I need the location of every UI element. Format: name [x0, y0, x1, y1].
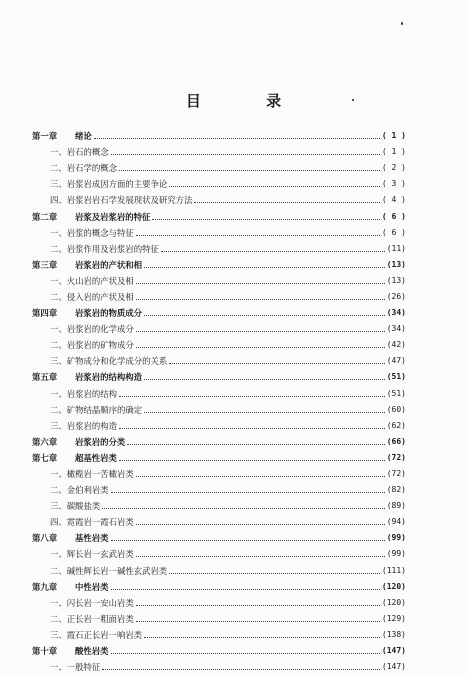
toc-chapter-entry — [32, 530, 406, 546]
toc-section-entry — [32, 225, 406, 241]
dot-leader — [136, 476, 385, 477]
toc-section-entry — [32, 563, 406, 579]
toc-section-entry — [32, 337, 406, 353]
entry-number: 第八章 — [32, 533, 58, 544]
entry-number: 四、 — [50, 195, 67, 206]
entry-page-number: (111) — [381, 565, 406, 575]
entry-page-number: (66) — [386, 436, 406, 446]
dot-leader — [111, 540, 385, 541]
entry-page-number: (34) — [386, 324, 406, 334]
toc-section-entry — [32, 498, 406, 514]
entry-title: 岩浆的概念与特征 — [66, 227, 134, 238]
toc-chapter-entry — [32, 208, 406, 224]
entry-number: 第十章 — [32, 646, 58, 657]
entry-title: 超基性岩类 — [75, 452, 117, 463]
entry-number: 第六章 — [32, 436, 58, 447]
dot-leader — [144, 267, 385, 268]
entry-page-number: (51) — [386, 372, 406, 382]
toc-section-entry — [32, 192, 406, 208]
entry-number: 三、 — [50, 420, 67, 431]
entry-page-number: ( 3 ) — [381, 179, 406, 189]
entry-title: 岩浆岩的分类 — [75, 436, 126, 447]
entry-number: 第五章 — [32, 372, 58, 383]
entry-title: 矿物结晶顺序的确定 — [66, 404, 143, 415]
entry-number: 第一章 — [32, 131, 58, 142]
entry-page-number: (129) — [381, 613, 406, 623]
scan-speck — [401, 22, 403, 25]
entry-page-number: (72) — [386, 452, 406, 462]
toc-section-entry — [32, 402, 406, 418]
toc-section-entry — [32, 595, 406, 611]
toc-chapter-entry — [32, 369, 406, 385]
entry-page-number: (147) — [381, 646, 406, 656]
entry-title: 酸性岩类 — [75, 646, 109, 657]
toc-chapter-entry — [32, 305, 406, 321]
entry-page-number: (138) — [381, 629, 406, 639]
dot-leader — [111, 589, 380, 590]
entry-title: 岩浆岩的物质成分 — [75, 308, 142, 319]
entry-page-number: (42) — [386, 340, 406, 350]
entry-title: 基性岩类 — [75, 533, 109, 544]
entry-number: 一、 — [50, 597, 67, 608]
entry-number: 第三章 — [32, 259, 58, 270]
entry-number: 一、 — [50, 549, 67, 560]
dot-leader — [136, 556, 385, 557]
entry-page-number: (99) — [386, 533, 406, 543]
entry-page-number: (94) — [386, 517, 406, 527]
toc-section-entry — [32, 466, 406, 482]
entry-title: 岩浆岩的结构构造 — [75, 372, 142, 383]
toc-chapter-entry — [32, 450, 406, 466]
entry-title: 火山岩的产状及相 — [66, 275, 134, 286]
entry-number: 一、 — [50, 275, 67, 286]
entry-number: 三、 — [50, 629, 67, 640]
entry-number: 二、 — [50, 243, 67, 254]
dot-leader — [136, 524, 385, 525]
entry-title: 绪论 — [75, 131, 92, 142]
entry-number: 第二章 — [32, 211, 58, 222]
toc-section-entry — [32, 482, 406, 498]
dot-leader — [136, 283, 385, 284]
entry-number: 三、 — [50, 501, 67, 512]
dot-leader — [144, 315, 385, 316]
dot-leader — [111, 653, 380, 654]
entry-number: 三、 — [50, 179, 67, 190]
toc-chapter-entry — [32, 579, 406, 595]
entry-title: 碱性辉长岩一碱性玄武岩类 — [66, 565, 168, 576]
dot-leader — [127, 444, 384, 445]
dot-leader — [144, 412, 385, 413]
entry-number: 二、 — [50, 485, 67, 496]
entry-page-number: (147) — [381, 662, 406, 672]
toc-section-entry — [32, 418, 406, 434]
toc-section-entry — [32, 353, 406, 369]
entry-title: 辉长岩一玄武岩类 — [66, 549, 134, 560]
entry-title: 岩浆岩岩石学发展现状及研究方法 — [66, 195, 193, 206]
entry-page-number: (13) — [386, 275, 406, 285]
toc-chapter-entry — [32, 257, 406, 273]
entry-title: 岩浆岩的结构 — [66, 388, 117, 399]
entry-number: 一、 — [50, 147, 67, 158]
toc-section-entry — [32, 160, 406, 176]
dot-leader — [119, 460, 385, 461]
entry-page-number: (89) — [386, 501, 406, 511]
dot-leader — [111, 154, 380, 155]
entry-title: 岩石的概念 — [66, 147, 109, 158]
entry-title: 金伯利岩类 — [66, 485, 109, 496]
entry-page-number: (120) — [381, 597, 406, 607]
entry-page-number: (60) — [386, 404, 406, 414]
entry-title: 岩石学的概念 — [66, 163, 117, 174]
entry-title: 橄榄岩一苦橄岩类 — [66, 469, 134, 480]
entry-page-number: ( 6 ) — [381, 211, 406, 221]
entry-number: 一、 — [50, 227, 67, 238]
toc-chapter-entry — [32, 128, 406, 144]
entry-page-number: (62) — [386, 420, 406, 430]
toc-section-entry — [32, 611, 406, 627]
entry-number: 一、 — [50, 388, 67, 399]
dot-leader — [136, 235, 380, 236]
dot-leader — [94, 138, 380, 139]
entry-page-number: (34) — [386, 308, 406, 318]
dot-leader — [111, 492, 385, 493]
dot-leader — [119, 428, 385, 429]
dot-leader — [169, 186, 380, 187]
entry-number: 二、 — [50, 291, 67, 302]
entry-title: 侵入岩的产状及相 — [66, 291, 134, 302]
entry-title: 岩浆及岩浆岩的特征 — [75, 211, 151, 222]
entry-page-number: (13) — [386, 259, 406, 269]
entry-title: 一般特征 — [66, 662, 101, 673]
entry-number: 二、 — [50, 163, 67, 174]
dot-leader — [119, 396, 385, 397]
dot-leader — [136, 605, 380, 606]
entry-page-number: ( 4 ) — [381, 195, 406, 205]
dot-leader — [102, 669, 380, 670]
entry-number: 三、 — [50, 356, 67, 367]
entry-title: 岩浆岩的产状和相 — [75, 259, 142, 270]
toc-section-entry — [32, 321, 406, 337]
dot-leader — [144, 637, 380, 638]
dot-leader — [144, 379, 385, 380]
entry-title: 霞石正长岩一响岩类 — [66, 629, 143, 640]
entry-page-number: (82) — [386, 485, 406, 495]
toc-section-entry — [32, 386, 406, 402]
entry-page-number: (47) — [386, 356, 406, 366]
entry-number: 一、 — [50, 324, 67, 335]
toc-section-entry — [32, 289, 406, 305]
toc-section-entry — [32, 627, 406, 643]
entry-title: 岩浆岩的化学成分 — [66, 324, 134, 335]
entry-page-number: (120) — [381, 581, 406, 591]
entry-number: 二、 — [50, 613, 67, 624]
toc-section-entry — [32, 514, 406, 530]
entry-title: 霓霞岩一霞石岩类 — [66, 517, 134, 528]
dot-leader — [136, 347, 385, 348]
entry-title: 岩浆岩的构造 — [66, 420, 117, 431]
dot-leader — [136, 621, 380, 622]
toc-section-entry — [32, 144, 406, 160]
entry-page-number: ( 1 ) — [381, 131, 406, 141]
entry-title: 中性岩类 — [75, 581, 109, 592]
entry-number: 二、 — [50, 404, 67, 415]
dot-leader — [119, 170, 380, 171]
dot-leader — [169, 573, 380, 574]
entry-number: 一、 — [50, 469, 67, 480]
toc-chapter-entry — [32, 434, 406, 450]
entry-title: 岩浆岩成因方面的主要争论 — [66, 179, 168, 190]
entry-number: 一、 — [50, 662, 67, 673]
entry-page-number: (99) — [386, 549, 406, 559]
entry-title: 碳酸盐类 — [66, 501, 101, 512]
entry-number: 第九章 — [32, 581, 58, 592]
entry-number: 二、 — [50, 565, 67, 576]
entry-number: 第四章 — [32, 308, 58, 319]
dot-leader — [152, 219, 380, 220]
dot-leader — [136, 299, 385, 300]
entry-title: 岩浆作用及岩浆岩的特征 — [66, 243, 159, 254]
dot-leader — [136, 331, 385, 332]
entry-page-number: (51) — [386, 388, 406, 398]
toc-section-entry — [32, 546, 406, 562]
entry-title: 正长岩一粗面岩类 — [66, 613, 134, 624]
page-title: 目 录 — [185, 92, 312, 110]
entry-page-number: (72) — [386, 469, 406, 479]
dot-leader — [161, 251, 385, 252]
dot-leader — [102, 508, 384, 509]
entry-page-number: ( 1 ) — [381, 147, 406, 157]
entry-number: 第七章 — [32, 452, 58, 463]
entry-title: 矿物成分和化学成分的关系 — [66, 356, 168, 367]
dot-leader — [169, 363, 384, 364]
entry-page-number: (26) — [386, 291, 406, 301]
entry-number: 二、 — [50, 340, 67, 351]
toc-chapter-entry — [32, 643, 406, 659]
toc-section-entry — [32, 241, 406, 257]
entry-page-number: ( 6 ) — [381, 227, 406, 237]
entry-number: 四、 — [50, 517, 67, 528]
toc-section-entry — [32, 659, 406, 675]
toc-section-entry — [32, 273, 406, 289]
entry-page-number: (11) — [386, 243, 406, 253]
entry-page-number: ( 2 ) — [381, 163, 406, 173]
table-of-contents — [32, 128, 406, 675]
entry-title: 岩浆岩的矿物成分 — [66, 340, 134, 351]
toc-section-entry — [32, 176, 406, 192]
dot-leader — [194, 202, 380, 203]
entry-title: 闪长岩一安山岩类 — [66, 597, 134, 608]
